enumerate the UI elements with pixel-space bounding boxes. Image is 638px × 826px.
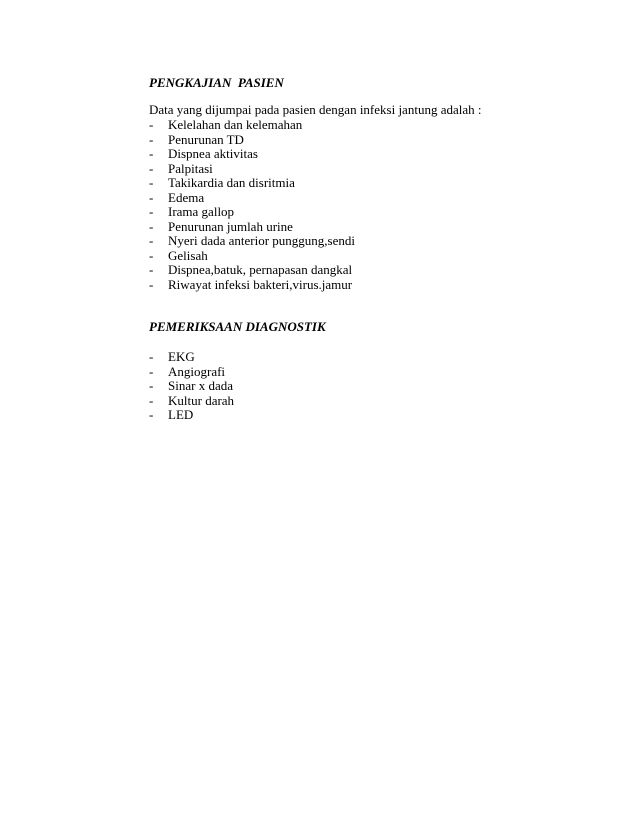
list-item-text: Dispnea,batuk, pernapasan dangkal (168, 262, 353, 277)
dash-bullet: - (149, 262, 154, 277)
dash-bullet: - (149, 189, 154, 205)
list-item-text: Palpitasi (168, 160, 213, 176)
list-item-text: Riwayat infeksi bakteri,virus.jamur (168, 276, 353, 292)
list-item-text: Penurunan jumlah urine (168, 218, 293, 234)
diagnostic-heading: PEMERIKSAAN DIAGNOSTIK (149, 319, 326, 334)
dash-bullet: - (149, 175, 154, 190)
dash-bullet: - (149, 218, 154, 234)
dash-bullet: - (149, 276, 154, 292)
dash-bullet: - (149, 247, 154, 263)
list-item-text: Penurunan TD (168, 131, 244, 147)
list-item-text: Sinar x dada (168, 378, 233, 393)
list-item-text: Dispnea aktivitas (168, 146, 258, 161)
assessment-intro: Data yang dijumpai pada pasien dengan infeksi jantung adalah : (149, 102, 482, 117)
dash-bullet: - (149, 160, 154, 176)
list-item-text: Kelelahan dan kelemahan (168, 117, 303, 132)
dash-bullet: - (149, 363, 154, 379)
dash-bullet: - (149, 117, 154, 132)
dash-bullet: - (149, 392, 154, 408)
dash-bullet: - (149, 131, 154, 147)
dash-bullet: - (149, 146, 154, 161)
list-item-text: EKG (168, 349, 195, 364)
assessment-heading: PENGKAJIAN PASIEN (149, 75, 284, 90)
list-item-text: Gelisah (168, 247, 208, 263)
list-item-text: Kultur darah (168, 392, 235, 408)
dash-bullet: - (149, 349, 154, 364)
dash-bullet: - (149, 407, 154, 422)
dash-bullet: - (149, 204, 154, 219)
list-item-text: Edema (168, 189, 205, 205)
list-item-text: LED (168, 407, 194, 422)
list-item-text: Irama gallop (168, 204, 235, 219)
list-item-text: Takikardia dan disritmia (168, 175, 295, 190)
list-item-text: Nyeri dada anterior punggung,sendi (168, 233, 356, 248)
dash-bullet: - (149, 233, 154, 248)
list-item-text: Angiografi (168, 363, 226, 379)
dash-bullet: - (149, 378, 154, 393)
